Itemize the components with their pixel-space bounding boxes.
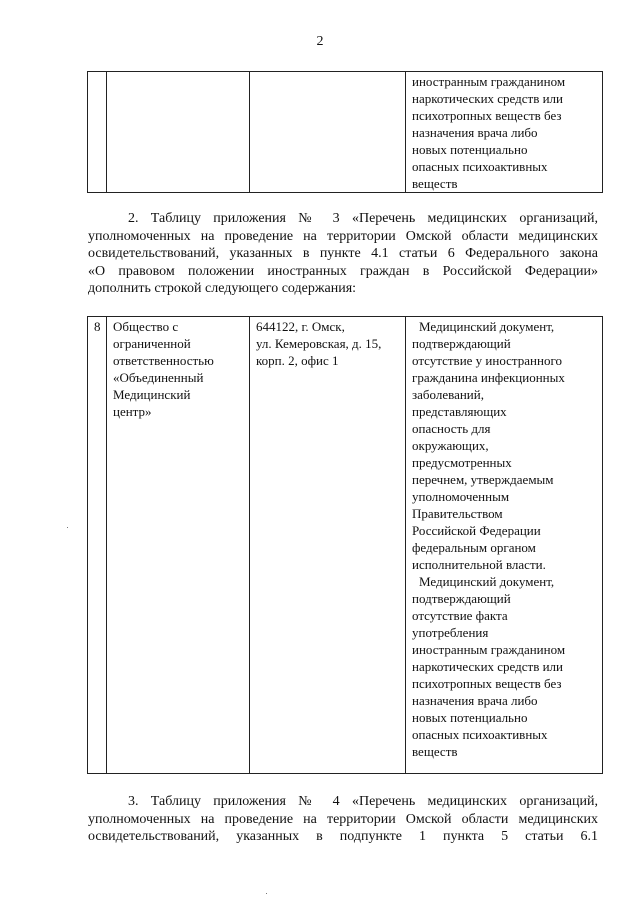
doc-line: Медицинский документ,	[419, 574, 555, 589]
table-row	[88, 317, 603, 774]
cell-documents	[406, 317, 603, 774]
doc-line: психотропных веществ без	[412, 108, 562, 123]
scan-artifact	[266, 893, 267, 894]
page-number: 2	[316, 34, 324, 49]
doc-line: перечнем, утверждаемым	[412, 472, 554, 487]
address-line: корп. 2, офис 1	[256, 353, 339, 368]
name-line: Медицинский	[113, 387, 191, 402]
doc-line: Российской Федерации	[412, 523, 541, 538]
doc-line: Медицинский документ,	[419, 319, 555, 334]
doc-line: употребления	[412, 625, 489, 640]
table-continuation	[87, 71, 603, 193]
doc-line: представляющих	[412, 404, 507, 419]
doc-line: отсутствие у иностранного	[412, 353, 562, 368]
doc-line: иностранным гражданином	[412, 74, 566, 89]
scan-artifact	[67, 527, 68, 528]
paragraph-2	[88, 210, 598, 298]
paragraph-line: уполномоченных на проведение на территории Омской области медицинских	[88, 811, 598, 827]
doc-line: подтверждающий	[412, 591, 511, 606]
name-line: ответственностью	[113, 353, 214, 368]
doc-line: назначения врача либо	[412, 125, 538, 140]
doc-line: уполномоченным	[412, 489, 510, 504]
doc-line: наркотических средств или	[412, 91, 563, 106]
doc-line: исполнительной власти.	[412, 557, 546, 572]
name-line: центр»	[113, 404, 152, 419]
doc-line: подтверждающий	[412, 336, 511, 351]
paragraph-line: освидетельствований, указанных в подпункте 1 пункта 5 статьи 6.1	[88, 829, 598, 844]
doc-line: заболеваний,	[412, 387, 484, 402]
name-line: ограниченной	[113, 336, 191, 351]
paragraph-line: дополнить строкой следующего содержания:	[88, 281, 357, 296]
cell-number: 8	[88, 317, 107, 774]
doc-line: окружающих,	[412, 438, 489, 453]
cell-address	[250, 317, 406, 774]
doc-line: назначения врача либо	[412, 693, 538, 708]
doc-line: новых потенциально	[412, 710, 528, 725]
cell-number	[88, 72, 107, 193]
doc-line: иностранным гражданином	[412, 642, 566, 657]
paragraph-line: «О правовом положении иностранных граждан в Российской Федерации»	[88, 263, 598, 279]
paragraph-3	[88, 793, 598, 846]
cell-organization	[107, 317, 250, 774]
doc-line: опасных психоактивных	[412, 727, 548, 742]
paragraph-line: 2. Таблицу приложения № 3 «Перечень медицинских организаций,	[128, 211, 598, 226]
doc-line: федеральным органом	[412, 540, 536, 555]
doc-line: предусмотренных	[412, 455, 512, 470]
doc-line: опасность для	[412, 421, 491, 436]
doc-line: Правительством	[412, 506, 503, 521]
doc-line: наркотических средств или	[412, 659, 563, 674]
table-row	[88, 72, 603, 193]
doc-line: отсутствие факта	[412, 608, 508, 623]
name-line: Общество с	[113, 319, 179, 334]
paragraph-line: 3. Таблицу приложения № 4 «Перечень медицинских организаций,	[128, 794, 598, 809]
paragraph-line: уполномоченных на проведение на территории Омской области медицинских	[88, 228, 598, 244]
cell-documents	[406, 72, 603, 193]
address-line: ул. Кемеровская, д. 15,	[256, 336, 382, 351]
doc-line: новых потенциально	[412, 142, 528, 157]
cell-address	[250, 72, 406, 193]
name-line: «Объединенный	[113, 370, 204, 385]
cell-organization	[107, 72, 250, 193]
doc-line: гражданина инфекционных	[412, 370, 565, 385]
address-line: 644122, г. Омск,	[256, 319, 345, 334]
doc-line: веществ	[412, 176, 458, 191]
table-new-row	[87, 316, 603, 774]
doc-line: психотропных веществ без	[412, 676, 562, 691]
paragraph-line: освидетельствований, указанных в пункте 4.1 статьи 6 Федерального закона	[88, 246, 598, 261]
doc-line: опасных психоактивных	[412, 159, 548, 174]
doc-line: веществ	[412, 744, 458, 759]
